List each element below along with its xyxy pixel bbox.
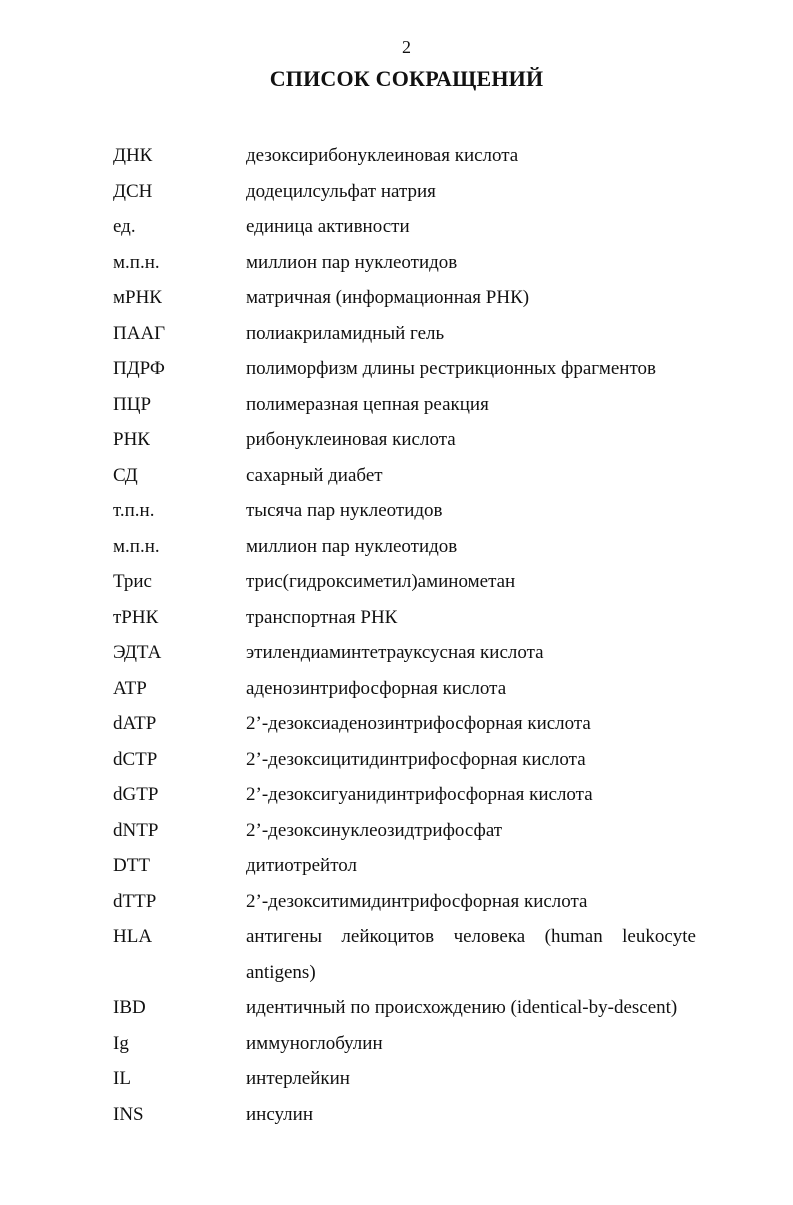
abbreviation-row bbox=[0, 742, 793, 778]
abbreviation-definition: 2’-дезоксигуанидинтрифосфорная кислота bbox=[246, 784, 593, 805]
abbreviation-definition: трис(гидроксиметил)аминометан bbox=[246, 571, 516, 592]
abbreviation-row bbox=[0, 990, 793, 1026]
abbreviation-row bbox=[0, 245, 793, 281]
abbreviation-term: ATP bbox=[113, 677, 147, 699]
abbreviation-term: dCTP bbox=[113, 748, 158, 770]
abbreviation-term: dTTP bbox=[113, 890, 157, 912]
page-title: СПИСОК СОКРАЩЕНИЙ bbox=[269, 66, 544, 91]
abbreviation-row bbox=[0, 458, 793, 494]
abbreviation-row bbox=[0, 884, 793, 920]
abbreviation-row bbox=[0, 848, 793, 884]
abbreviation-row bbox=[0, 138, 793, 174]
abbreviation-row bbox=[0, 351, 793, 387]
abbreviation-row bbox=[0, 280, 793, 316]
abbreviation-row bbox=[0, 316, 793, 352]
abbreviation-definition: дитиотрейтол bbox=[246, 855, 357, 876]
abbreviation-definition: полиморфизм длины рестрикционных фрагментов bbox=[246, 358, 656, 379]
abbreviation-definition: полиакриламидный гель bbox=[246, 322, 445, 344]
abbreviation-row bbox=[0, 813, 793, 849]
abbreviation-definition: интерлейкин bbox=[246, 1068, 350, 1089]
abbreviation-term: тРНК bbox=[113, 606, 159, 628]
abbreviation-definition: дезоксирибонуклеиновая кислота bbox=[246, 145, 519, 166]
abbreviation-definition: тысяча пар нуклеотидов bbox=[246, 500, 443, 521]
abbreviation-term: м.п.н. bbox=[113, 251, 160, 273]
abbreviation-definition: единица активности bbox=[246, 216, 410, 237]
abbreviation-row bbox=[0, 671, 793, 707]
abbreviation-list bbox=[0, 138, 793, 1132]
abbreviation-term: dGTP bbox=[113, 784, 159, 805]
abbreviation-row bbox=[0, 635, 793, 671]
abbreviation-row bbox=[0, 564, 793, 600]
abbreviation-term: ДНК bbox=[113, 145, 153, 166]
abbreviation-definition: матричная (информационная РНК) bbox=[246, 287, 530, 308]
abbreviation-term: т.п.н. bbox=[113, 500, 155, 521]
abbreviation-term: Трис bbox=[113, 571, 152, 592]
abbreviation-term: ПЦР bbox=[113, 393, 152, 415]
abbreviation-definition: иммуноглобулин bbox=[246, 1032, 383, 1054]
abbreviation-definition: этилендиаминтетрауксусная кислота bbox=[246, 642, 544, 663]
abbreviation-definition: антигены лейкоцитов человека (human leukocyte antigens) bbox=[246, 926, 696, 983]
abbreviation-definition: 2’-дезокситимидинтрифосфорная кислота bbox=[246, 890, 588, 912]
abbreviation-term: ЭДТА bbox=[113, 642, 162, 663]
abbreviation-term: СД bbox=[113, 464, 138, 486]
abbreviation-definition: миллион пар нуклеотидов bbox=[246, 535, 458, 557]
abbreviation-term: мРНК bbox=[113, 287, 162, 308]
abbreviation-term: Ig bbox=[113, 1032, 129, 1054]
abbreviation-definition: рибонуклеиновая кислота bbox=[246, 429, 456, 450]
abbreviation-term: ДСН bbox=[113, 180, 153, 202]
abbreviation-row bbox=[0, 209, 793, 245]
abbreviation-row bbox=[0, 1026, 793, 1062]
abbreviation-term: РНК bbox=[113, 429, 150, 450]
abbreviation-definition: 2’-дезоксицитидинтрифосфорная кислота bbox=[246, 748, 586, 770]
abbreviation-term: IBD bbox=[113, 997, 146, 1018]
abbreviation-definition: полимеразная цепная реакция bbox=[246, 393, 489, 415]
abbreviation-row bbox=[0, 1061, 793, 1097]
abbreviation-row bbox=[0, 422, 793, 458]
abbreviation-definition: 2’-дезоксиаденозинтрифосфорная кислота bbox=[246, 713, 591, 734]
abbreviation-row bbox=[0, 919, 793, 990]
abbreviation-row bbox=[0, 529, 793, 565]
abbreviation-row bbox=[0, 777, 793, 813]
abbreviation-definition: додецилсульфат натрия bbox=[246, 180, 436, 202]
abbreviation-term: ед. bbox=[113, 216, 136, 237]
abbreviation-term: IL bbox=[113, 1068, 131, 1089]
abbreviation-definition: сахарный диабет bbox=[246, 464, 383, 486]
abbreviation-definition: 2’-дезоксинуклеозидтрифосфат bbox=[246, 819, 503, 841]
abbreviation-definition: миллион пар нуклеотидов bbox=[246, 251, 458, 273]
abbreviation-definition: идентичный по происхождению (identical-by-descent) bbox=[246, 997, 678, 1018]
abbreviation-row bbox=[0, 1097, 793, 1133]
abbreviation-row bbox=[0, 493, 793, 529]
abbreviation-definition: инсулин bbox=[246, 1103, 314, 1125]
page-number: 2 bbox=[402, 37, 411, 57]
abbreviation-term: м.п.н. bbox=[113, 535, 160, 557]
abbreviation-row bbox=[0, 600, 793, 636]
abbreviation-definition: аденозинтрифосфорная кислота bbox=[246, 677, 507, 699]
abbreviation-term: DTT bbox=[113, 855, 150, 876]
abbreviation-row bbox=[0, 706, 793, 742]
abbreviation-term: INS bbox=[113, 1103, 144, 1125]
abbreviation-row bbox=[0, 174, 793, 210]
abbreviation-term: HLA bbox=[113, 926, 153, 947]
abbreviation-term: dATP bbox=[113, 713, 157, 734]
abbreviation-term: ПДРФ bbox=[113, 358, 165, 379]
abbreviation-row bbox=[0, 387, 793, 423]
abbreviation-definition: транспортная РНК bbox=[246, 606, 398, 628]
abbreviation-term: ПААГ bbox=[113, 322, 166, 344]
abbreviation-term: dNTP bbox=[113, 819, 159, 841]
